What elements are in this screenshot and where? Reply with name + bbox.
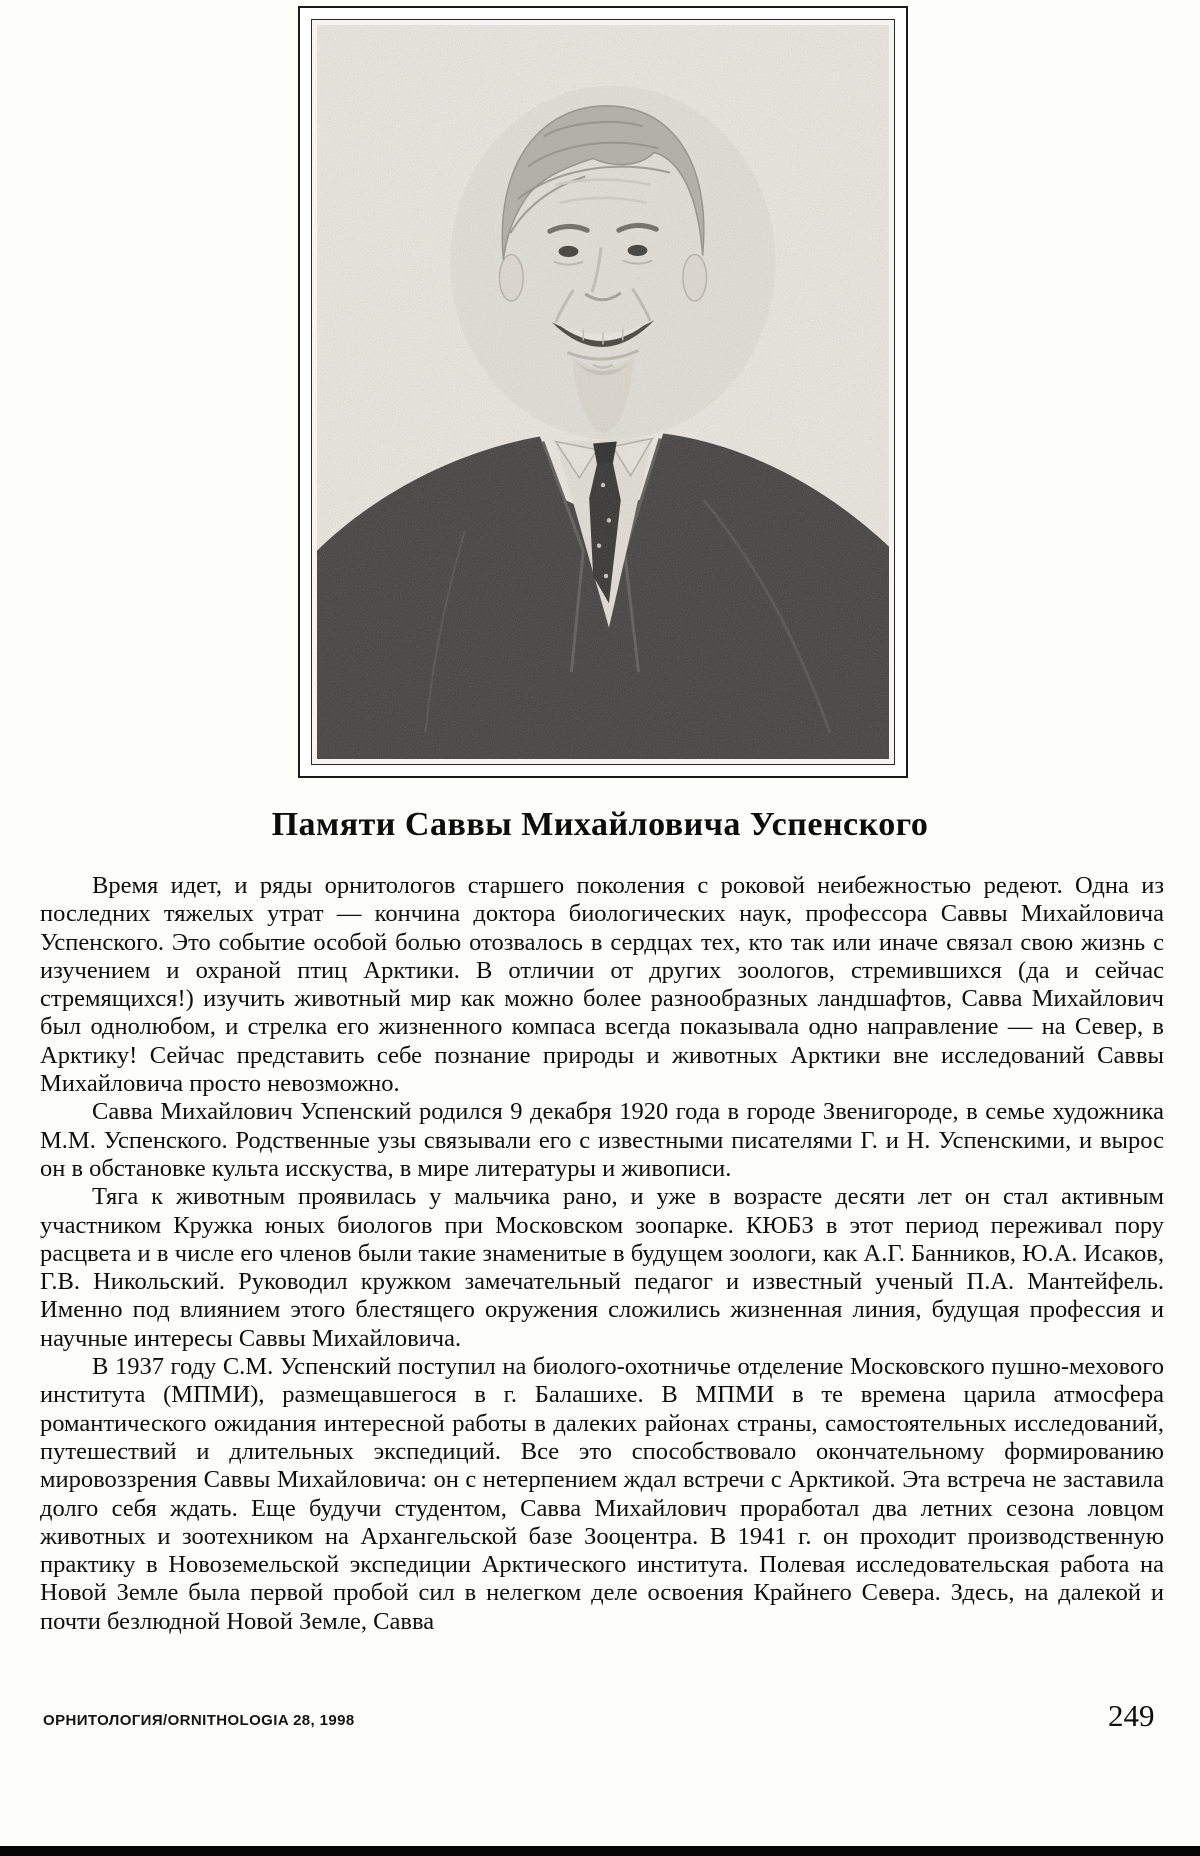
article-title: Памяти Саввы Михайловича Успенского <box>271 806 929 843</box>
paragraph-2: Савва Михайлович Успенский родился 9 декабря 1920 года в городе Звенигороде, в семье художника М.М. Успенского. Родственные узы связывали его с известными писателями Г. и Н. Успенскими, и вырос он в обстановке культа исскуства, в мире литературы и живописи. <box>40 1098 1164 1182</box>
paragraph-3: Тяга к животным проявилась у мальчика рано, и уже в возрасте десяти лет он стал активным участником Кружка юных биологов при Московском зоопарке. КЮБЗ в этот период переживал пору расцвета и в числе его членов были такие знаменитые в будущем зоологи, как А.Г. Банников, Ю.А. Исаков, Г.В. Никольский. Руководил кружком замечательный педагог и известный ученый П.А. Мантейфель. Именно под влиянием этого блестящего окружения сложились жизненная линия, будущая профессия и научные интересы Саввы Михайловича. <box>40 1183 1164 1352</box>
portrait-photo-frame <box>298 6 908 778</box>
portrait-photo <box>311 19 895 765</box>
journal-footer: ОРНИТОЛОГИЯ/ORNITHOLOGIA 28, 1998 <box>43 1712 355 1729</box>
article-body <box>40 872 1164 1636</box>
paragraph-4: В 1937 году С.М. Успенский поступил на биолого-охотничье отделение Московского пушно-мехового института (МПМИ), размещавшегося в г. Балашихе. В МПМИ в те времена царила атмосфера романтического ожидания интересной работы в далеких районах страны, самостоятельных исследований, путешествий и длительных экспедиций. Все это способствовало окончательному формированию мировоззрения Саввы Михайловича: он с нетерпением ждал встречи с Арктикой. Эта встреча не заставила долго себя ждать. Еще будучи студентом, Савва Михайлович проработал два летних сезона ловцом животных и зоотехником на Архангельской базе Зооцентра. В 1941 г. он проходит производственную практику в Новоземельской экспедиции Арктического института. Полевая исследовательская работа на Новой Земле была первой пробой сил в нелегком деле освоения Крайнего Севера. Здесь, на далекой и почти безлюдной Новой Земле, Савва <box>40 1353 1164 1635</box>
paragraph-1: Время идет, и ряды орнитологов старшего поколения с роковой неибежностью редеют. Одна из последних тяжелых утрат — кончина доктора биологических наук, профессора Саввы Михайловича Успенского. Это событие особой болью отозвалось в сердцах тех, кто так или иначе связал свою жизнь с изучением и охраной птиц Арктики. В отличии от других зоологов, стремившихся (да и сейчас стремящихся!) изучить животный мир как можно более разнообразных ландшафтов, Савва Михайлович был однолюбом, и стрелка его жизненного компаса всегда показывала одно направление — на Север, в Арктику! Сейчас представить себе познание природы и животных Арктики вне исследований Саввы Михайловича просто невозможно. <box>40 872 1164 1098</box>
scan-edge-bar <box>0 1846 1200 1856</box>
portrait-illustration <box>317 25 889 759</box>
photo-grain <box>317 25 889 759</box>
page-number: 249 <box>1108 1698 1155 1733</box>
